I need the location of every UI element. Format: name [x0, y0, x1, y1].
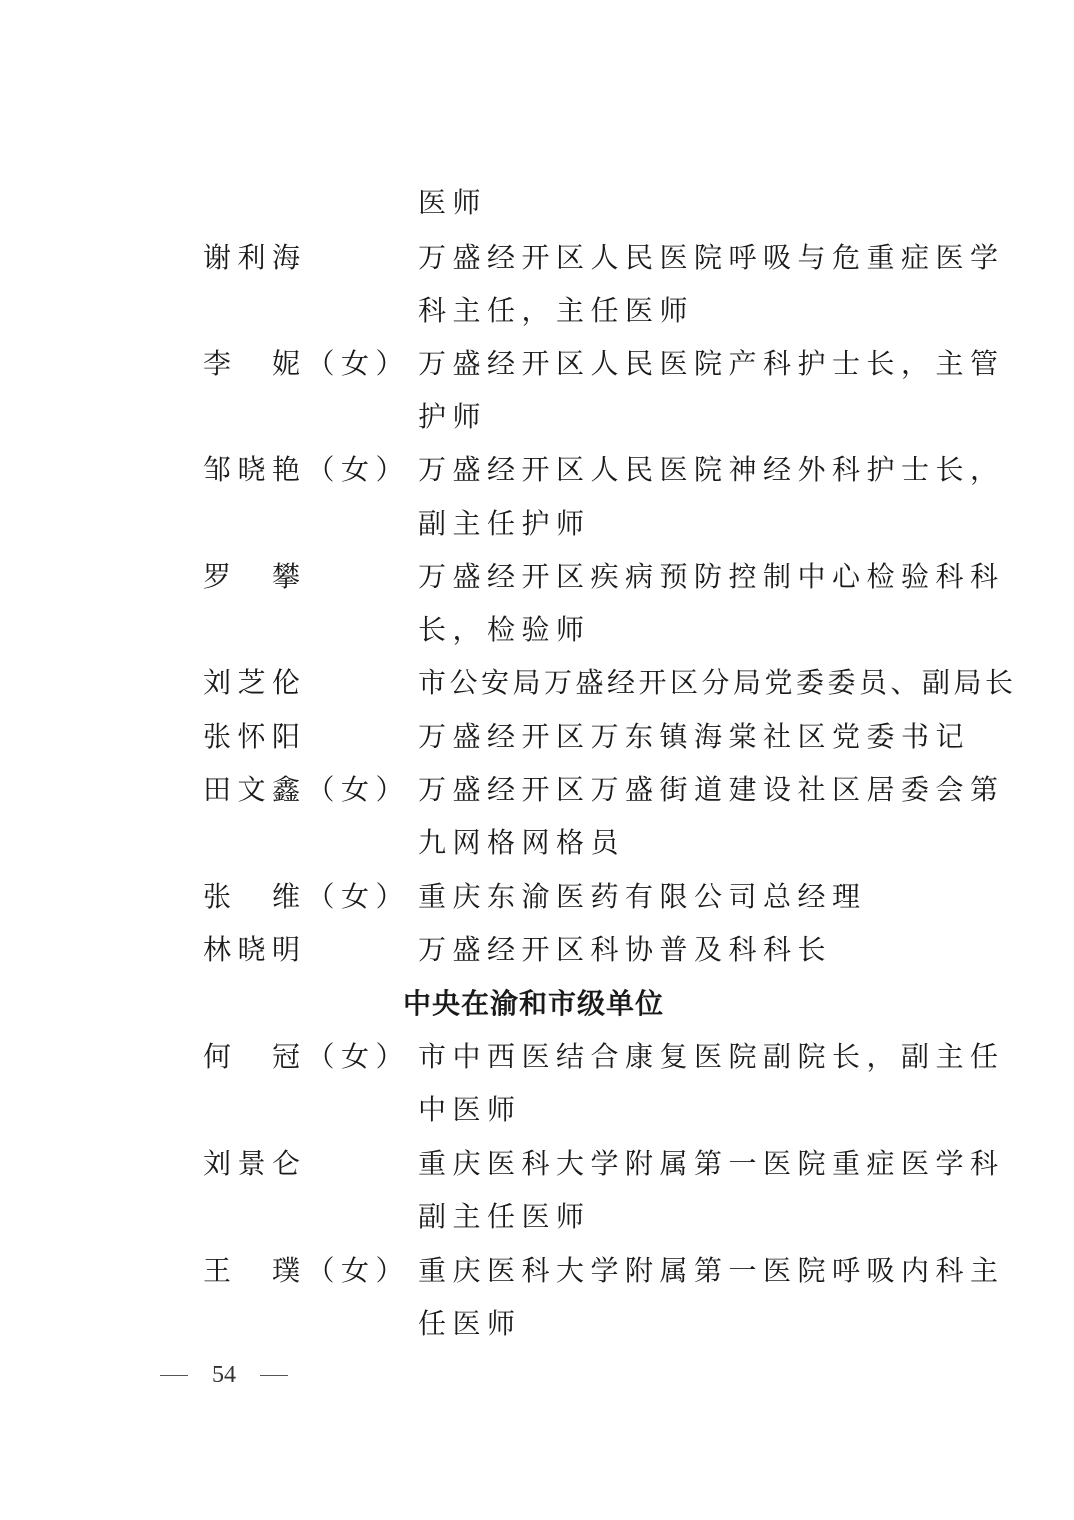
entry-7-name: 田文鑫（女） [203, 773, 411, 806]
entry-11-desc-line-0: 重庆医科大学附属第一医院重症医学科 [418, 1147, 1005, 1180]
entry-10-desc-line-1: 中医师 [418, 1093, 522, 1126]
entry-8-desc-line-0: 重庆东渝医药有限公司总经理 [418, 880, 867, 913]
entry-4-desc-line-1: 长，检验师 [418, 613, 591, 646]
entry-12-name: 王 璞（女） [203, 1254, 411, 1287]
section-heading: 中央在渝和市级单位 [403, 987, 665, 1020]
entry-1-desc-line-0: 万盛经开区人民医院呼吸与危重症医学 [418, 241, 1005, 274]
entry-1-name: 谢利海 [203, 241, 307, 274]
entry-9-name: 林晓明 [203, 933, 307, 966]
entry-11-name: 刘景仑 [203, 1147, 307, 1180]
entry-3-name: 邹晓艳（女） [203, 453, 411, 486]
entry-10-desc-line-0: 市中西医结合康复医院副院长，副主任 [418, 1040, 1005, 1073]
footer-dash-right [260, 1375, 288, 1376]
entry-1-desc-line-1: 科主任，主任医师 [418, 294, 695, 327]
entry-5-name: 刘芝伦 [203, 666, 307, 699]
entry-11-desc-line-1: 副主任医师 [418, 1200, 591, 1233]
entry-4-name: 罗 攀 [203, 560, 307, 593]
entry-5-desc-line-0: 市公安局万盛经开区分局党委委员、副局长 [418, 666, 1017, 699]
entry-10-name: 何 冠（女） [203, 1040, 411, 1073]
entry-2-desc-line-1: 护师 [418, 400, 488, 433]
entry-3-desc-line-0: 万盛经开区人民医院神经外科护士长， [418, 453, 1005, 486]
entry-6-name: 张怀阳 [203, 720, 307, 753]
entry-3-desc-line-1: 副主任护师 [418, 507, 591, 540]
entry-2-desc-line-0: 万盛经开区人民医院产科护士长，主管 [418, 347, 1005, 380]
entry-8-name: 张 维（女） [203, 880, 411, 913]
page-footer [160, 1360, 288, 1390]
page-number: 54 [212, 1362, 236, 1388]
entry-6-desc-line-0: 万盛经开区万东镇海棠社区党委书记 [418, 720, 971, 753]
entry-4-desc-line-0: 万盛经开区疾病预防控制中心检验科科 [418, 560, 1005, 593]
entry-7-desc-line-0: 万盛经开区万盛街道建设社区居委会第 [418, 773, 1005, 806]
entry-7-desc-line-1: 九网格网格员 [418, 826, 626, 859]
footer-dash-left [160, 1375, 188, 1376]
entry-12-desc-line-1: 任医师 [418, 1307, 522, 1340]
entry-9-desc-line-0: 万盛经开区科协普及科科长 [418, 933, 833, 966]
entry-2-name: 李 妮（女） [203, 347, 411, 380]
entry-12-desc-line-0: 重庆医科大学附属第一医院呼吸内科主 [418, 1254, 1005, 1287]
entry-0-desc-line-0: 医师 [418, 186, 488, 219]
